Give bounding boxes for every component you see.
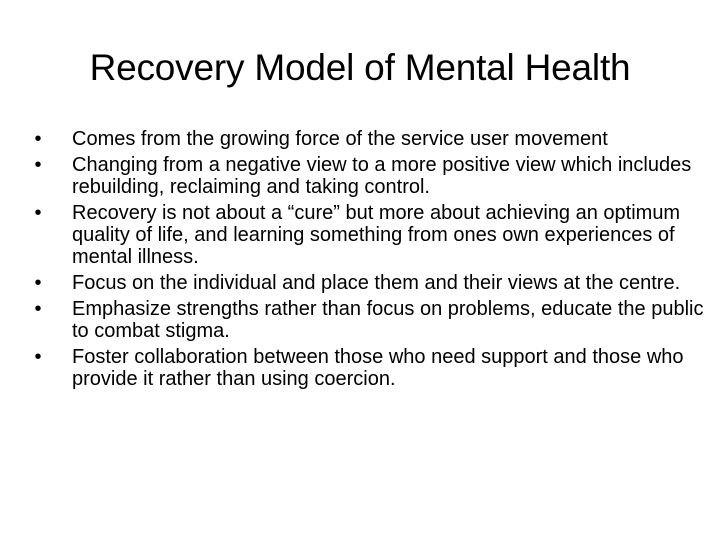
- bullet-list: [30, 128, 710, 394]
- bullet-text: Foster collaboration between those who need support and those who provide it rather than using coercion.: [72, 346, 684, 390]
- bullet-item: [30, 202, 710, 268]
- bullet-text: Changing from a negative view to a more positive view which includes rebuilding, reclaiming and taking control.: [72, 154, 692, 198]
- bullet-item: [30, 346, 710, 390]
- bullet-text: Comes from the growing force of the service user movement: [72, 128, 608, 150]
- bullet-item: [30, 154, 710, 198]
- bullet-icon: •: [34, 154, 42, 176]
- bullet-icon: •: [34, 346, 42, 368]
- bullet-text: Focus on the individual and place them and their views at the centre.: [72, 272, 681, 294]
- bullet-icon: •: [34, 272, 42, 294]
- bullet-item: [30, 128, 710, 150]
- bullet-icon: •: [34, 202, 42, 224]
- bullet-icon: •: [34, 128, 42, 150]
- slide-title: Recovery Model of Mental Health: [89, 47, 631, 88]
- bullet-item: [30, 298, 710, 342]
- bullet-item: [30, 272, 710, 294]
- bullet-text: Recovery is not about a “cure” but more about achieving an optimum quality of life, and learning something from ones own experiences of mental illness.: [72, 202, 681, 268]
- bullet-text: Emphasize strengths rather than focus on problems, educate the public to combat stigma.: [72, 298, 704, 342]
- bullet-icon: •: [34, 298, 42, 320]
